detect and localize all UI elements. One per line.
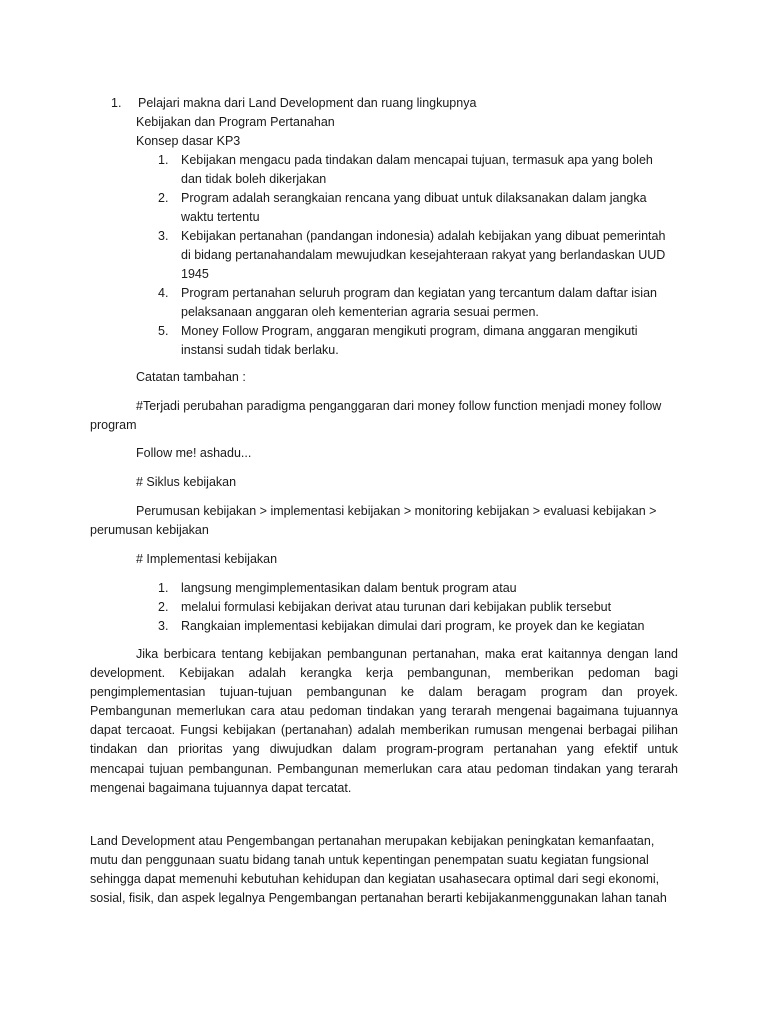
item-subtitle: Kebijakan dan Program Pertanahan <box>136 115 335 129</box>
catatan-heading: Catatan tambahan : <box>136 370 246 384</box>
paragraph-line: sehingga dapat memenuhi kebutuhan kehidupan dan kegiatan usahasecara optimal dari segi ekonomi, <box>90 872 660 886</box>
impl-number: 1. <box>158 581 169 595</box>
paragraph-line: pengimplementasian tujuan-tujuan pembangunan ke dalam beragam program dan proyek. <box>90 685 678 700</box>
implementasi-heading: # Implementasi kebijakan <box>136 552 278 566</box>
point-number: 2. <box>158 191 169 205</box>
impl-text: melalui formulasi kebijakan derivat atau turunan dari kebijakan publik tersebut <box>181 600 612 614</box>
point-text: Program pertanahan seluruh program dan kegiatan yang tercantum dalam daftar isian <box>181 286 657 300</box>
paragraph-line: tindakan dan prioritas yang diwujudkan dalam program-program pertanahan yang efektif untuk <box>90 742 678 757</box>
point-text: pelaksanaan anggaran oleh kementerian agraria sesuai permen. <box>181 305 539 319</box>
item-title: Pelajari makna dari Land Development dan ruang lingkupnya <box>138 96 477 110</box>
impl-text: Rangkaian implementasi kebijakan dimulai dari program, ke proyek dan ke kegiatan <box>181 619 645 633</box>
point-text: di bidang pertanahandalam mewujudkan kesejahteraan rakyat yang berlandaskan UUD <box>181 248 666 262</box>
impl-text: langsung mengimplementasikan dalam bentuk program atau <box>181 581 517 595</box>
siklus-text: perumusan kebijakan <box>90 523 209 537</box>
paragraph-line: Land Development atau Pengembangan pertanahan merupakan kebijakan peningkatan kemanfaatan, <box>90 834 655 848</box>
paragraph-line: mutu dan penggunaan suatu bidang tanah untuk kepentingan penempatan suatu kegiatan fungsional <box>90 853 649 867</box>
paragraph-land-development <box>90 832 670 908</box>
konsep-heading: Konsep dasar KP3 <box>136 134 241 148</box>
siklus-text: Perumusan kebijakan > implementasi kebijakan > monitoring kebijakan > evaluasi kebijakan > <box>136 504 657 518</box>
paradigma-text: program <box>90 418 137 432</box>
point-number: 5. <box>158 324 169 338</box>
point-number: 4. <box>158 286 169 300</box>
point-text: dan tidak boleh dikerjakan <box>181 172 327 186</box>
point-text: instansi sudah tidak berlaku. <box>181 343 339 357</box>
point-text: waktu tertentu <box>181 210 260 224</box>
paragraph-line: dapat tercaoat. Fungsi kebijakan (pertanahan) adalah memberikan rumusan mengenai berbagai pilihan <box>90 723 678 738</box>
impl-number: 3. <box>158 619 169 633</box>
paragraph-line: Jika berbicara tentang kebijakan pembangunan pertanahan, maka erat kaitannya dengan land <box>136 647 678 661</box>
point-text: 1945 <box>181 267 209 281</box>
point-text: Kebijakan pertanahan (pandangan indonesia) adalah kebijakan yang dibuat pemerintah <box>181 229 666 243</box>
paragraph-line: mencapai tujuan pembangunan. Pembangunan memerlukan cara atau pedoman tindakan yang terarah <box>90 761 678 776</box>
point-number: 3. <box>158 229 169 243</box>
follow-text: Follow me! ashadu... <box>136 446 252 460</box>
point-text: Program adalah serangkaian rencana yang dibuat untuk dilaksanakan dalam jangka <box>181 191 647 205</box>
point-text: Money Follow Program, anggaran mengikuti program, dimana anggaran mengikuti <box>181 324 638 338</box>
point-number: 1. <box>158 153 169 167</box>
siklus-heading: # Siklus kebijakan <box>136 475 237 489</box>
item-number: 1. <box>111 96 122 110</box>
paragraph-kebijakan <box>90 645 678 798</box>
paragraph-line: sosial, fisik, dan aspek legalnya Pengembangan pertanahan berarti kebijakanmenggunakan lahan tanah <box>90 891 667 905</box>
impl-number: 2. <box>158 600 169 614</box>
point-text: Kebijakan mengacu pada tindakan dalam mencapai tujuan, termasuk apa yang boleh <box>181 153 653 167</box>
paragraph-line: mengenai bagaimana tujuannya dapat tercatat. <box>90 780 352 795</box>
paragraph-line: development. Kebijakan adalah kerangka kerja pembangunan, memberikan pedoman bagi <box>90 666 678 681</box>
paradigma-text: #Terjadi perubahan paradigma penganggaran dari money follow function menjadi money follow <box>136 399 662 413</box>
paragraph-line: Pembangunan memerlukan cara atau pedoman tindakan yang terarah mengenai bagaimana tujuannya <box>90 704 678 719</box>
